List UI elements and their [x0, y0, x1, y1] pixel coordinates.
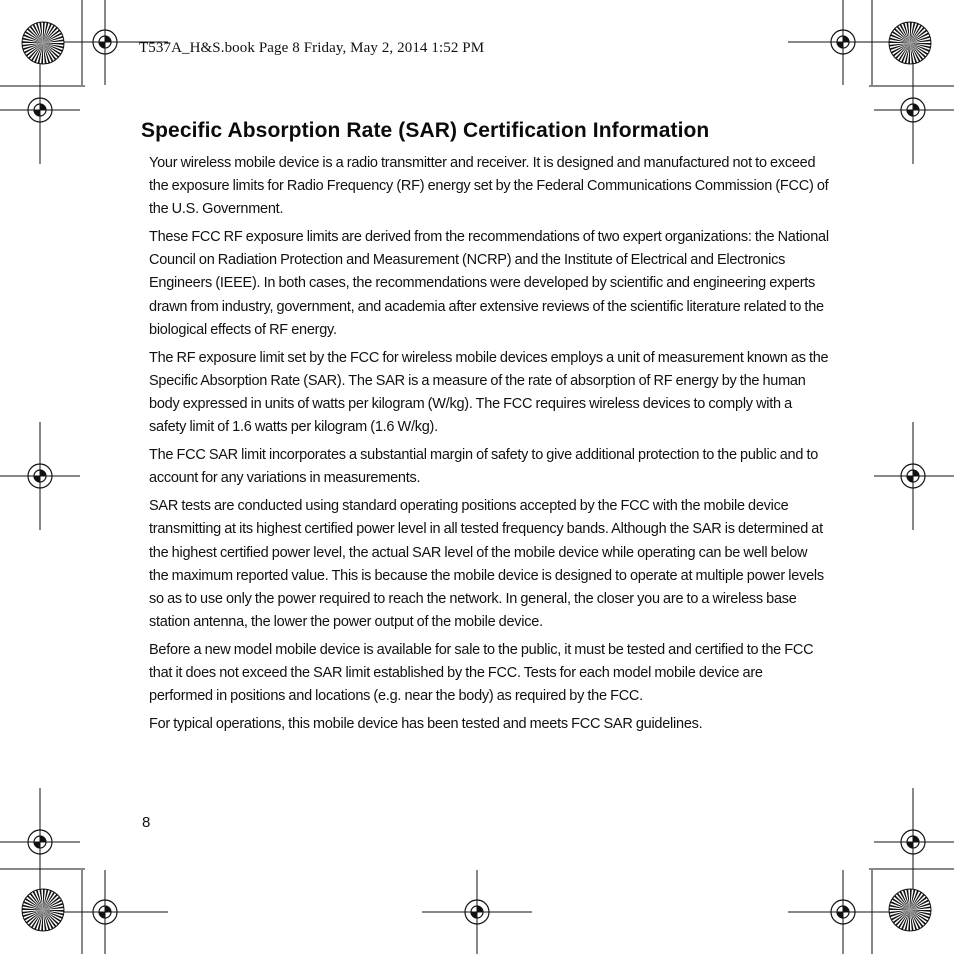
body-text: [149, 152, 829, 741]
paragraph-exposure-limits: These FCC RF exposure limits are derived from the recommendations of two expert organizations: the National Council on Radiation Protection and Measurement (NCRP) and the Institute of Electrical and Electronics Engineers (IEEE). In both cases, the recommendations were developed by scientific and engineering experts drawn from industry, government, and academia after extensive reviews of the scientific literature related to the biological effects of RF energy.: [149, 229, 829, 338]
paragraph-intro: Your wireless mobile device is a radio transmitter and receiver. It is designed and manufactured not to exceed the exposure limits for Radio Frequency (RF) energy set by the Federal Communications Commission (FCC) of the U.S. Government.: [149, 155, 829, 218]
page-title: Specific Absorption Rate (SAR) Certification Information: [141, 119, 710, 142]
star-target-bottom-left-icon: [22, 889, 64, 931]
slug-line: T537A_H&S.book Page 8 Friday, May 2, 2014 1:52 PM: [139, 40, 485, 56]
star-target-bottom-right-icon: [889, 889, 931, 931]
paragraph-safety-margin: The FCC SAR limit incorporates a substantial margin of safety to give additional protection to the public and to account for any variations in measurements.: [149, 447, 819, 487]
paragraph-sar-definition: The RF exposure limit set by the FCC for wireless mobile devices employs a unit of measurement known as the Specific Absorption Rate (SAR). The SAR is a measure of the rate of absorption of RF energy by the human body expressed in units of watts per kilogram (W/kg). The FCC requires wireless devices to comply with a safety limit of 1.6 watts per kilogram (1.6 W/kg).: [149, 349, 829, 436]
star-target-top-left-icon: [22, 22, 64, 64]
paragraph-typical-operations: For typical operations, this mobile device has been tested and meets FCC SAR guidelines.: [149, 716, 703, 733]
paragraph-certification: Before a new model mobile device is available for sale to the public, it must be tested and certified to the FCC that it does not exceed the SAR limit established by the FCC. Tests for each model mobile device are performed in positions and locations (e.g. near the body) as required by the FCC.: [149, 641, 814, 705]
paragraph-sar-tests: SAR tests are conducted using standard operating positions accepted by the FCC with the mobile device transmitting at its highest certified power level in all tested frequency bands. Although the SAR is determined at the highest certified power level, the actual SAR level of the mobile device while operating can be well below the maximum reported value. This is because the mobile device is designed to operate at multiple power levels so as to use only the power required to reach the network. In general, the closer you are to a wireless base station antenna, the lower the power output of the mobile device.: [149, 498, 824, 630]
page-number: 8: [142, 814, 151, 831]
star-target-top-right-icon: [889, 22, 931, 64]
